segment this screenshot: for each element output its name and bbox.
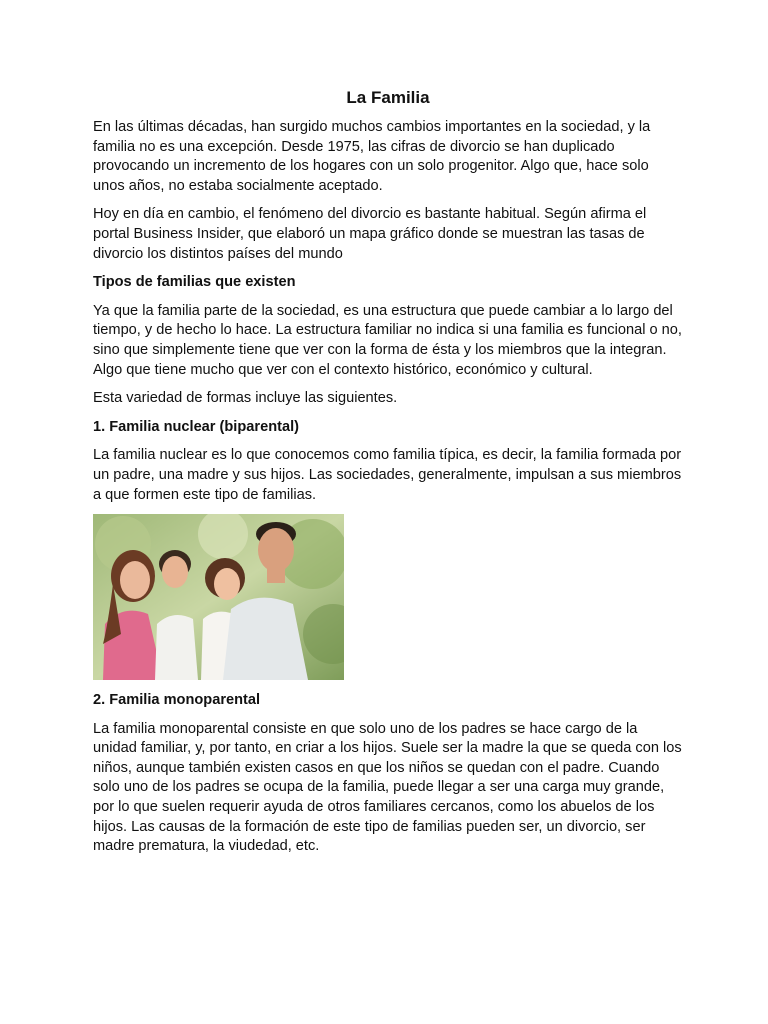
types-paragraph-2: Esta variedad de formas incluye las siguientes. bbox=[93, 390, 398, 407]
heading-nuclear-family: 1. Familia nuclear (biparental) bbox=[93, 418, 299, 435]
nuclear-family-text: La familia nuclear es lo que conocemos como familia típica, es decir, la familia formada por un padre, una madre y sus hijos. Las sociedades, generalmente, impulsan a sus miembros a que formen este tipo de familias. bbox=[93, 447, 682, 503]
document-body bbox=[93, 88, 683, 866]
intro-paragraph-1: En las últimas décadas, han surgido muchos cambios importantes en la sociedad, y la familia no es una excepción. Desde 1975, las cifras de divorcio se han duplicado provocando un incremento de los hogares con un solo progenitor. Algo que, hace solo unos años, no estaba socialmente aceptado. bbox=[93, 119, 651, 194]
family-photo bbox=[93, 514, 344, 680]
single-parent-family-text: La familia monoparental consiste en que solo uno de los padres se hace cargo de la unidad familiar, y, por tanto, en criar a los hijos. Suele ser la madre la que se queda con los niños, aunque también existen casos en que los niños se quedan con el padre. Cuando solo uno de los padres se ocupa de la familia, puede llegar a ser una carga muy grande, por lo que suelen requerir ayuda de otros familiares cercanos, como los abuelos de los hijos. Las causas de la formación de este tipo de familias pueden ser, un divorcio, ser madre prematura, la viudedad, etc. bbox=[93, 720, 682, 855]
intro-paragraph-2: Hoy en día en cambio, el fenómeno del divorcio es bastante habitual. Según afirma el portal Business Insider, que elaboró un mapa gráfico donde se muestran las tasas de divorcio los distintos países del mundo bbox=[93, 206, 647, 262]
section-heading-types: Tipos de familias que existen bbox=[93, 274, 296, 291]
document-title: La Familia bbox=[346, 88, 430, 107]
heading-single-parent-family: 2. Familia monoparental bbox=[93, 692, 261, 709]
types-paragraph-1: Ya que la familia parte de la sociedad, es una estructura que puede cambiar a lo largo del tiempo, y de hecho lo hace. La estructura familiar no indica si una familia es funcional o no, sino que simplemente tiene que ver con la forma de ésta y los miembros que la integran. Algo que tiene mucho que ver con el contexto histórico, económico y cultural. bbox=[93, 302, 682, 378]
